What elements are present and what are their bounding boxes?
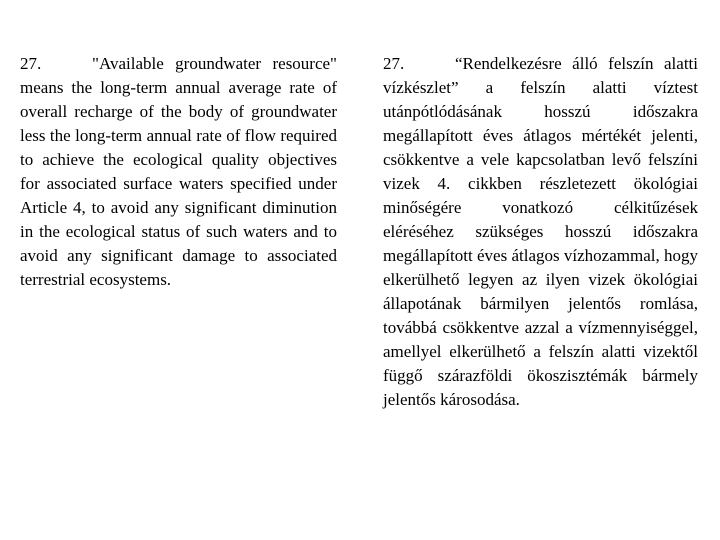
hungarian-definition-text: “Rendelkezésre álló felszín alatti vízkészlet” a felszín alatti víztest utánpótlódásának hosszú időszakra megállapított éves átlagos mértékét jelenti, csökkentve a vele kapcsolatban levő felszíni vizek 4. cikkben részletezett ökológiai minőségére vonatkozó célkitűzések eléréséhez szükséges hosszú időszakra megállapított éves átlagos vízhozammal, hogy elkerülhető legyen az ilyen vizek ökológiai állapotának bármilyen jelentős romlása, továbbá csökkentve azzal a vízmennyiséggel, amellyel elkerülhető a felszín alatti vizektől függő szárazföldi ökoszisztémák bármely jelentős károsodása.: [383, 54, 698, 409]
hungarian-definition: [383, 52, 698, 412]
english-paragraph-number: 27.: [20, 54, 42, 73]
english-definition-text: "Available groundwater resource" means the long-term annual average rate of overall recharge of the body of groundwater less the long-term annual rate of flow required to achieve the ecological quality objectives for associated surface waters specified under Article 4, to avoid any significant diminution in the ecological status of such waters and to avoid any significant damage to associated terrestrial ecosystems.: [20, 54, 337, 289]
english-definition: [20, 52, 337, 292]
hungarian-paragraph-number: 27.: [383, 54, 405, 73]
